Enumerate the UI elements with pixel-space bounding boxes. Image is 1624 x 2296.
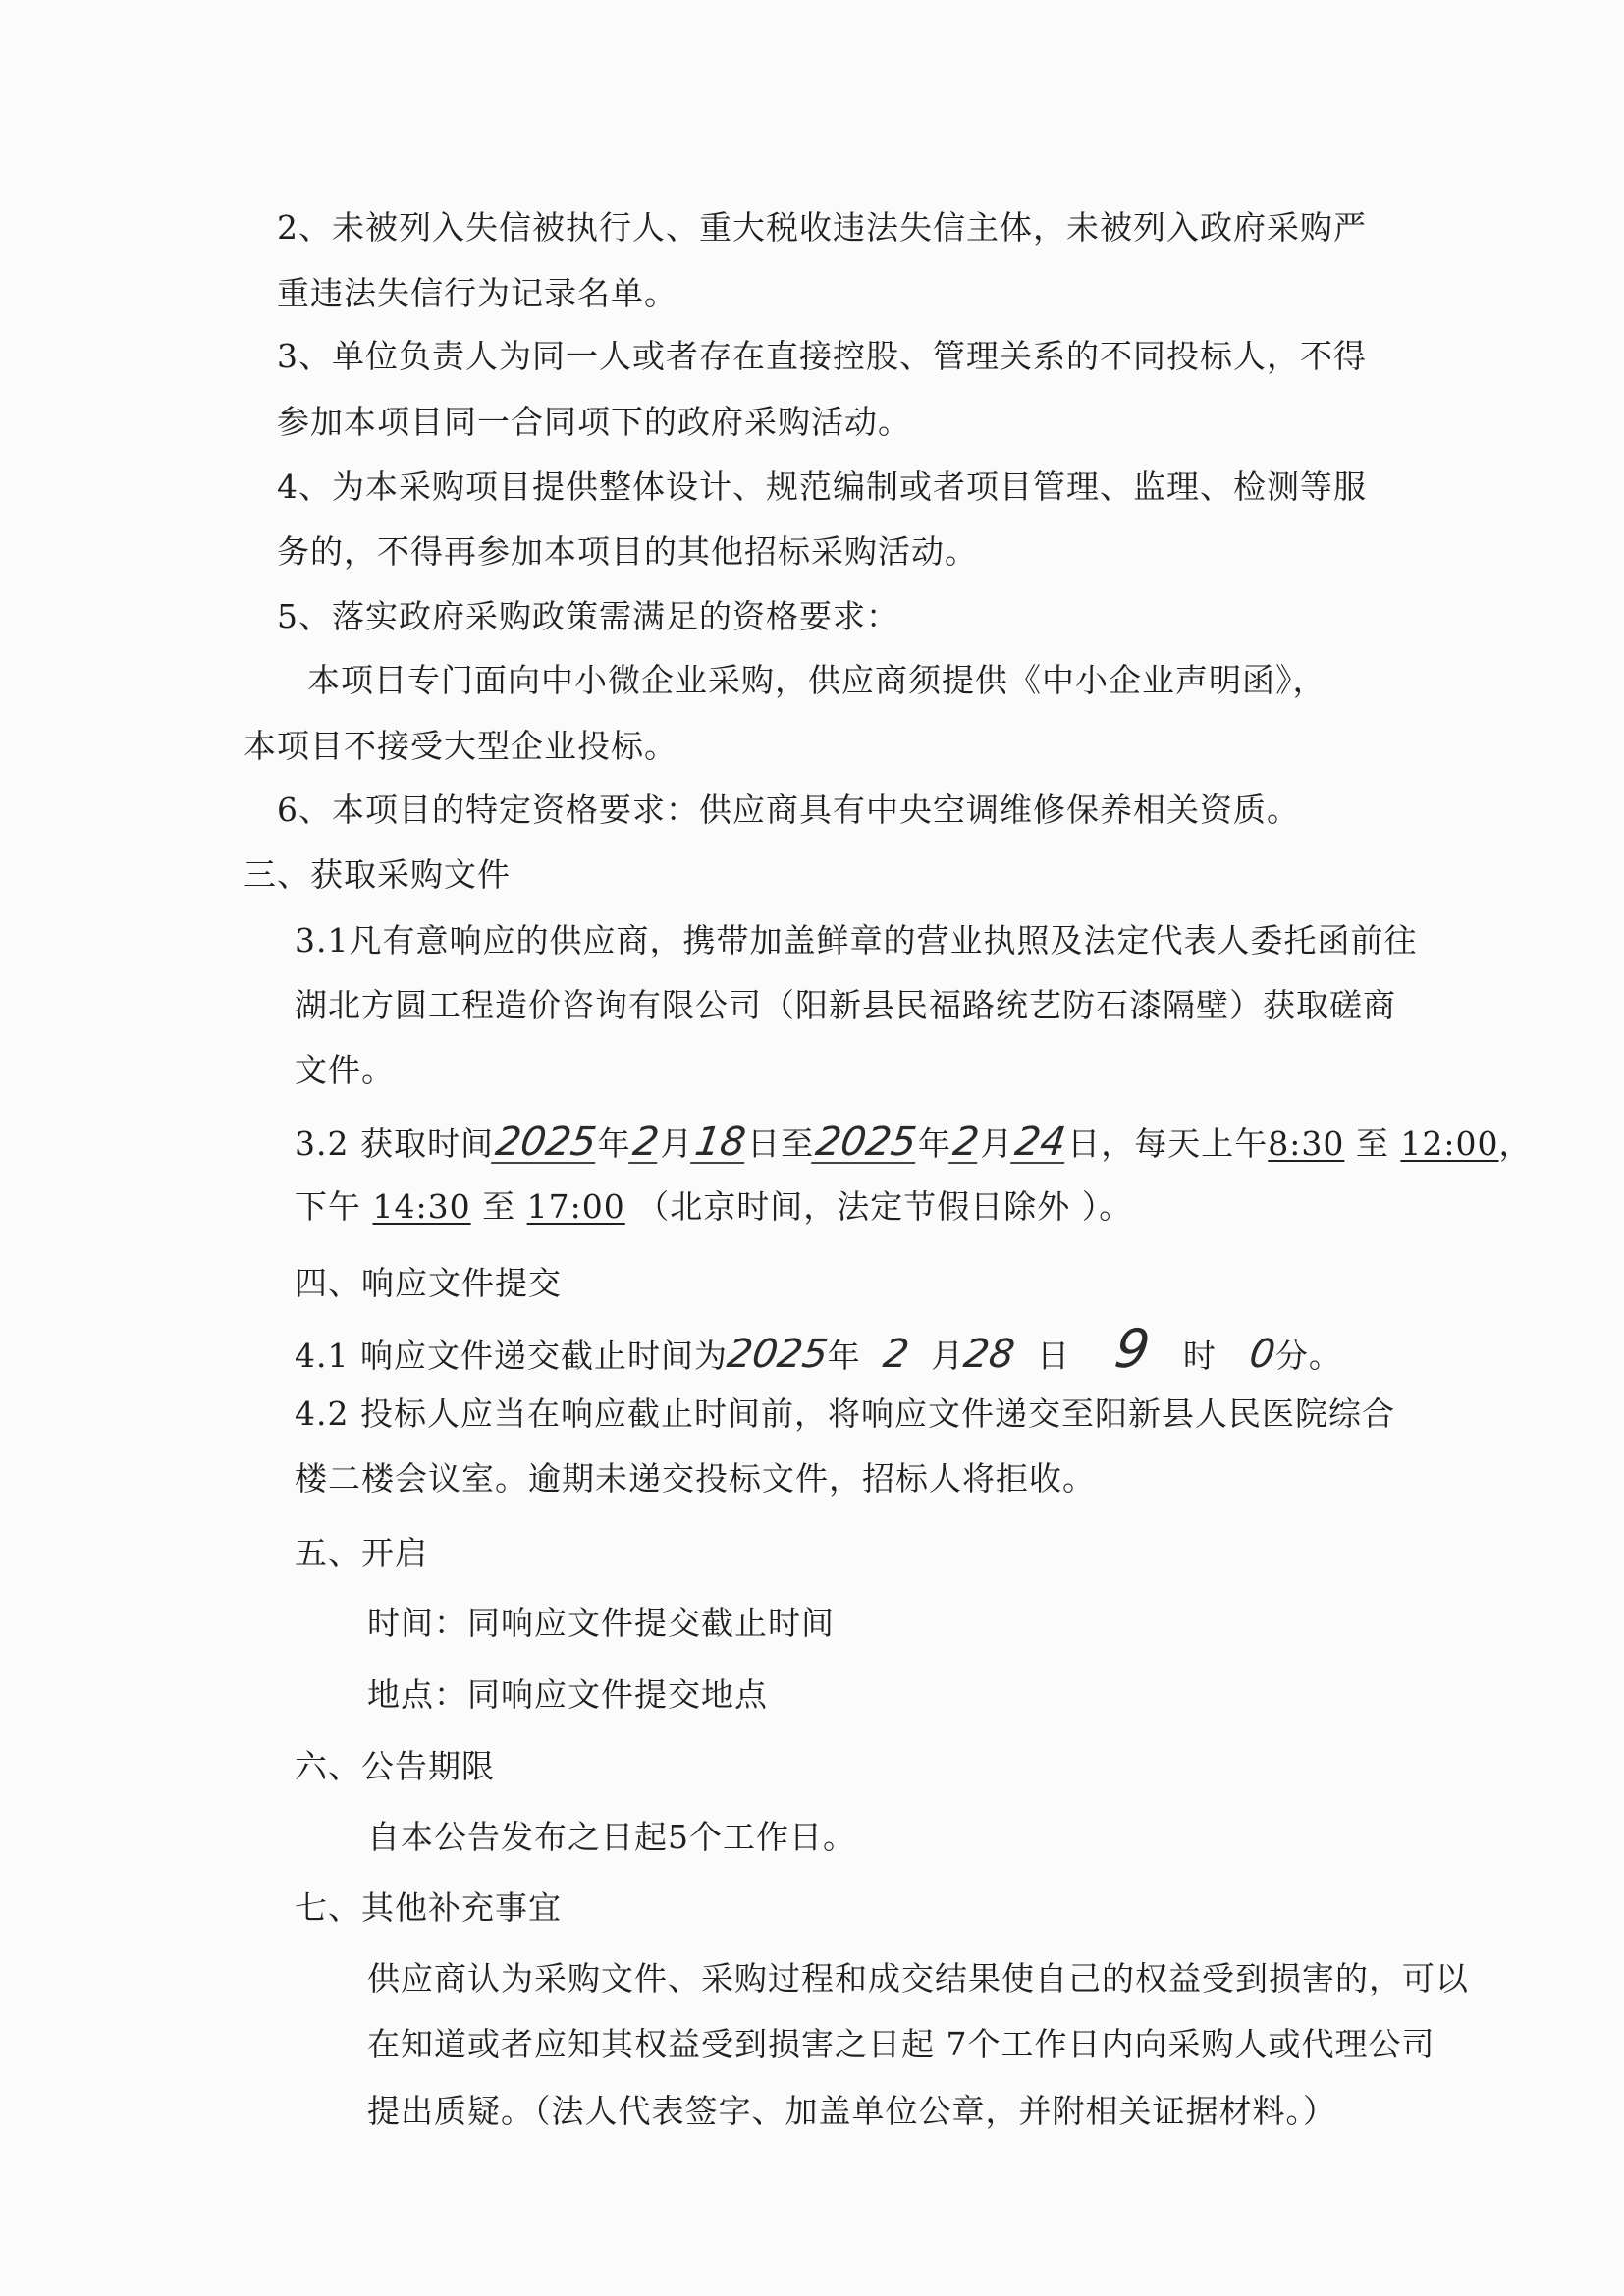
para-3-2-line-1 [295, 1122, 1533, 1164]
supplement-line-2: 在知道或者应知其权益受到损害之日起 7个工作日内向采购人或代理公司 [367, 2025, 1435, 2063]
to-char-1: 至 [1355, 1124, 1389, 1163]
day-suffix-morning-label: 日，每天上午 [1067, 1124, 1269, 1163]
supplement-line-3: 提出质疑。（法人代表签字、加盖单位公章，并附相关证据材料。） [367, 2092, 1336, 2130]
handwritten-start-month: 2 [629, 1120, 662, 1165]
deadline-label: 4.1 响应文件递交截止时间为 [295, 1337, 728, 1375]
notice-period: 自本公告发布之日起5个工作日。 [367, 1818, 856, 1856]
afternoon-end-time: 17:00 [526, 1187, 625, 1226]
item-4-line-1: 4、为本采购项目提供整体设计、规范编制或者项目管理、监理、检测等服 [277, 467, 1367, 506]
item-5: 5、落实政府采购政策需满足的资格要求： [277, 597, 899, 635]
handwritten-start-day: 18 [692, 1120, 749, 1165]
handwritten-end-year: 2025 [813, 1120, 920, 1165]
item-3-line-1: 3、单位负责人为同一人或者存在直接控股、管理关系的不同投标人，不得 [277, 337, 1367, 375]
para-3-1-line-1: 3.1凡有意响应的供应商，携带加盖鲜章的营业执照及法定代表人委托函前往 [295, 921, 1418, 959]
item-3-line-2: 参加本项目同一合同项下的政府采购活动。 [277, 403, 911, 441]
item-2-line-2: 重违法失信行为记录名单。 [277, 274, 677, 312]
handwritten-deadline-minute: 0 [1247, 1332, 1279, 1377]
para-4-1 [295, 1318, 1342, 1380]
section-3-heading: 三、获取采购文件 [244, 855, 511, 894]
section-5-heading: 五、开启 [295, 1534, 428, 1572]
morning-end-time: 12:00 [1400, 1124, 1499, 1163]
item-2-line-1: 2、未被列入失信被执行人、重大税收违法失信主体，未被列入政府采购严 [277, 208, 1367, 246]
afternoon-start-time: 14:30 [372, 1187, 471, 1226]
para-3-1-line-2: 湖北方圆工程造价咨询有限公司（阳新县民福路统艺防石漆隔壁）获取磋商 [295, 986, 1396, 1024]
day-to-chars: 日至 [747, 1124, 815, 1163]
para-3-2-line-2 [295, 1187, 1132, 1227]
deadline-hour-char: 时 [1182, 1337, 1217, 1375]
handwritten-deadline-hour: 9 [1110, 1318, 1154, 1380]
deadline-year-char: 年 [827, 1337, 861, 1375]
year-char-1: 年 [597, 1124, 631, 1163]
handwritten-start-year: 2025 [492, 1120, 600, 1165]
deadline-month-char: 月 [931, 1337, 965, 1375]
handwritten-deadline-year: 2025 [724, 1332, 832, 1377]
handwritten-end-day: 24 [1012, 1120, 1069, 1165]
section-6-heading: 六、公告期限 [295, 1747, 495, 1785]
beijing-time-note: （北京时间，法定节假日除外 ）。 [636, 1187, 1133, 1226]
para-4-2-line-2: 楼二楼会议室。逾期未递交投标文件，招标人将拒收。 [295, 1459, 1096, 1498]
afternoon-label: 下午 [295, 1187, 361, 1226]
handwritten-end-month: 2 [949, 1120, 982, 1165]
month-char-2: 月 [980, 1124, 1014, 1163]
opening-time: 时间：同响应文件提交截止时间 [367, 1604, 835, 1642]
to-char-2: 至 [482, 1187, 516, 1226]
item-5-paragraph-line-2: 本项目不接受大型企业投标。 [244, 727, 677, 765]
para-3-1-line-3: 文件。 [295, 1051, 395, 1089]
comma-char: ， [1498, 1124, 1533, 1163]
item-4-line-2: 务的，不得再参加本项目的其他招标采购活动。 [277, 532, 978, 571]
supplement-line-1: 供应商认为采购文件、采购过程和成交结果使自己的权益受到损害的，可以 [367, 1959, 1469, 1997]
deadline-minute-char: 分。 [1274, 1337, 1342, 1375]
handwritten-deadline-month: 2 [880, 1332, 912, 1377]
acquire-time-label: 3.2 获取时间 [295, 1124, 494, 1163]
item-5-paragraph-line-1: 本项目专门面向中小微企业采购，供应商须提供《中小企业声明函》， [307, 661, 1326, 699]
section-7-heading: 七、其他补充事宜 [295, 1888, 562, 1927]
year-char-2: 年 [917, 1124, 951, 1163]
para-4-2-line-1: 4.2 投标人应当在响应截止时间前，将响应文件递交至阳新县人民医院综合 [295, 1394, 1395, 1433]
month-char-1: 月 [660, 1124, 694, 1163]
handwritten-deadline-day: 28 [960, 1332, 1018, 1377]
item-6: 6、本项目的特定资格要求：供应商具有中央空调维修保养相关资质。 [277, 791, 1300, 829]
deadline-day-char: 日 [1037, 1337, 1071, 1375]
morning-start-time: 8:30 [1268, 1124, 1345, 1163]
opening-place: 地点：同响应文件提交地点 [367, 1675, 768, 1714]
section-4-heading: 四、响应文件提交 [295, 1264, 562, 1302]
